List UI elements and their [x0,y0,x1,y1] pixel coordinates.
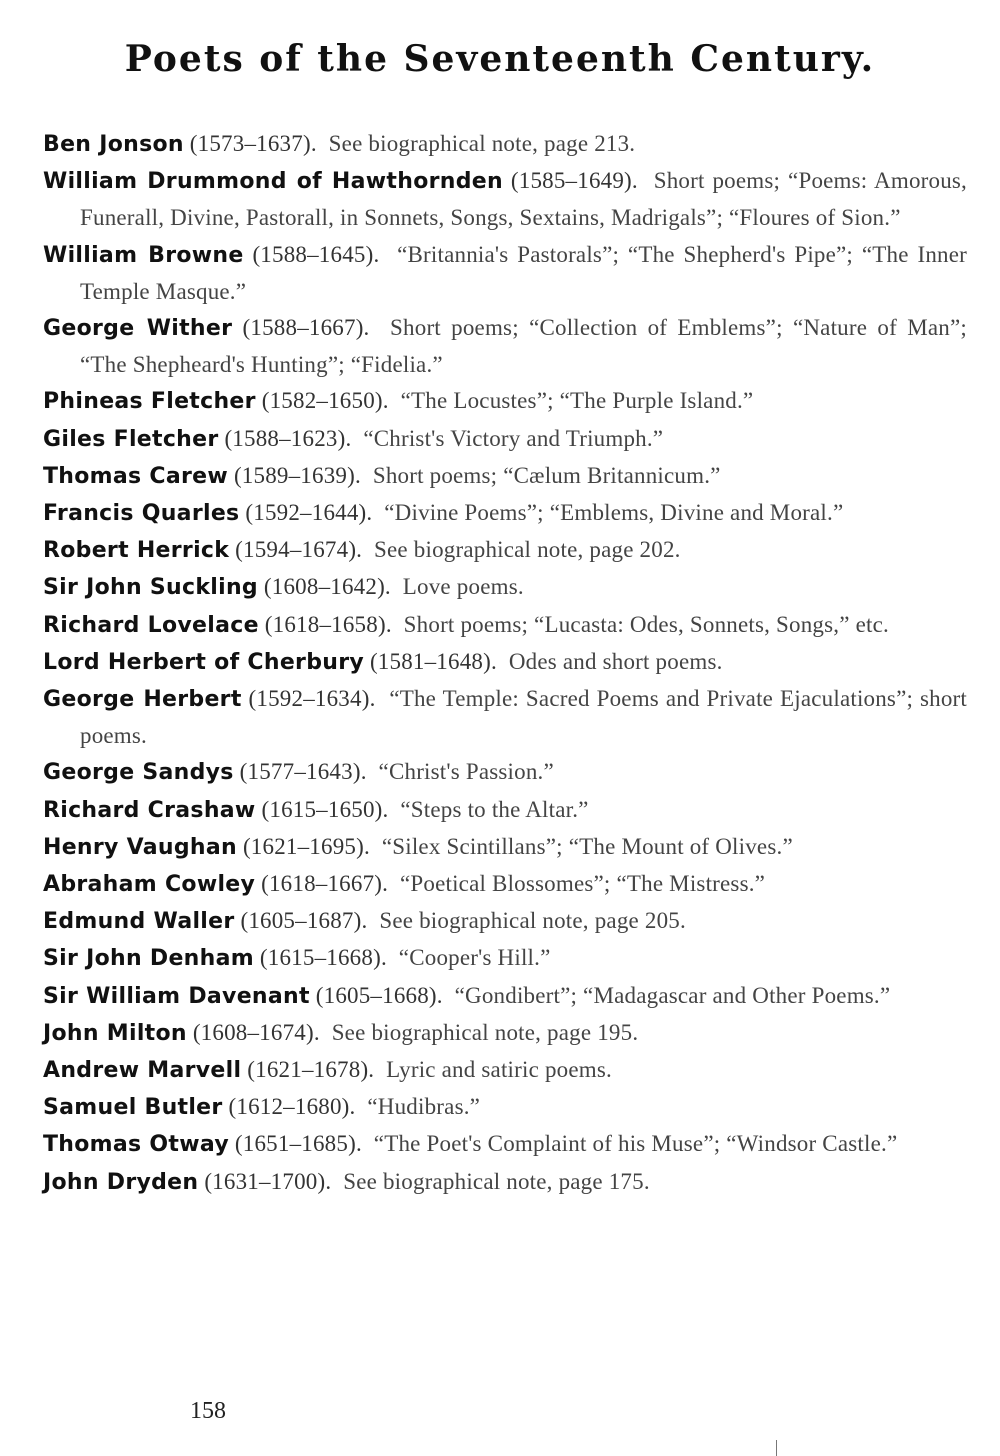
poet-dates: (1581–1648). [369,648,497,674]
poet-entry [43,1126,967,1163]
poet-dates: (1631–1700). [204,1168,332,1194]
poet-dates: (1615–1650). [261,796,389,822]
poet-entry [43,495,967,532]
poet-entry [43,754,967,791]
poet-name: Sir John Suckling [43,575,258,601]
poet-dates: (1592–1634). [248,686,376,712]
poet-entry [43,940,967,977]
poet-works: “Silex Scintillans”; “The Mount of Olives.” [381,833,793,859]
poet-name: William Browne [43,242,244,268]
poet-dates: (1618–1667). [261,871,389,897]
poet-name: John Dryden [43,1169,199,1195]
poet-works: Love poems. [402,574,524,600]
poet-entry [43,237,967,310]
poet-entry [43,866,967,903]
poet-name: William Drummond of Hawthornden [43,169,503,195]
poet-name: Richard Lovelace [43,612,259,638]
poet-name: Francis Quarles [43,501,240,527]
poet-dates: (1577–1643). [239,759,367,785]
poet-dates: (1612–1680). [228,1094,356,1120]
poet-entry [43,644,967,681]
scan-edge-mark [776,1440,777,1456]
poet-entry [43,1164,967,1201]
page-title: Poets of the Seventeenth Century. [124,38,876,80]
poet-name: George Herbert [43,687,242,713]
poet-entry [43,458,967,495]
poet-dates: (1588–1623). [224,425,352,451]
poet-works: Short poems; “Poems: Amorous, Funerall, Divine, Pastorall, in Sonnets, Songs, Sextains, Madrigals”; “Floures of Sion.” [80,168,968,231]
poet-works: See biographical note, page 202. [374,537,681,563]
poet-name: Richard Crashaw [43,797,256,823]
poet-entry [43,903,967,940]
poet-entry [43,569,967,606]
poet-works: Short poems; “Collection of Emblems”; “Nature of Man”; “The Shepheard's Hunting”; “Fidelia.” [80,315,967,378]
poet-name: Ben Jonson [43,132,184,157]
poet-name: Samuel Butler [43,1095,223,1121]
poet-list [43,126,967,1201]
poet-dates: (1608–1642). [263,574,391,600]
poet-entry [43,1089,967,1126]
poet-works: “Steps to the Altar.” [400,796,589,822]
poet-name: Giles Fletcher [43,426,219,452]
poet-entry [43,681,967,754]
poet-name: Abraham Cowley [43,872,256,898]
poet-works: Odes and short poems. [508,648,723,674]
poet-name: Robert Herrick [43,538,230,564]
poet-entry [43,421,967,458]
poet-dates: (1573–1637). [189,131,317,156]
poet-dates: (1605–1668). [315,982,443,1008]
poet-dates: (1621–1678). [247,1057,375,1083]
poet-works: “The Temple: Sacred Poems and Private Ejaculations”; short poems. [80,686,967,749]
poet-dates: (1588–1645). [252,241,380,267]
poet-works: See biographical note, page 213. [328,131,636,156]
poet-name: Thomas Otway [43,1132,229,1158]
poet-dates: (1588–1667). [242,315,370,341]
page-number: 158 [190,1398,226,1424]
poet-dates: (1589–1639). [233,462,361,488]
poet-dates: (1592–1644). [245,500,373,526]
poet-entry [43,126,967,163]
poet-dates: (1618–1658). [264,611,392,637]
poet-works: See biographical note, page 175. [343,1168,650,1194]
poet-works: Short poems; “Lucasta: Odes, Sonnets, Songs,” etc. [403,611,889,637]
poet-entry [43,1015,967,1052]
poet-entry [43,310,967,383]
poet-name: John Milton [43,1020,187,1046]
poet-dates: (1615–1668). [259,945,387,971]
poet-name: Henry Vaughan [43,834,237,860]
poet-name: George Sandys [43,760,234,786]
poet-works: “Cooper's Hill.” [398,945,551,971]
poet-dates: (1651–1685). [234,1131,362,1157]
poet-name: George Wither [43,316,233,342]
poet-works: See biographical note, page 205. [379,908,686,934]
poet-dates: (1585–1649). [510,168,638,194]
poet-works: “Divine Poems”; “Emblems, Divine and Moral.” [384,500,844,526]
poet-name: Phineas Fletcher [43,389,256,415]
poet-entry [43,829,967,866]
poet-name: Andrew Marvell [43,1058,242,1084]
poet-works: “Hudibras.” [367,1094,481,1120]
poet-name: Thomas Carew [43,463,228,489]
poet-entry [43,532,967,569]
poet-works: See biographical note, page 195. [331,1019,639,1045]
poet-dates: (1582–1650). [261,388,389,414]
poet-name: Edmund Waller [43,909,235,935]
poet-name: Sir John Denham [43,946,254,972]
poet-works: “Christ's Passion.” [378,759,554,785]
poet-dates: (1594–1674). [235,537,363,563]
poet-entry [43,607,967,644]
poet-works: Short poems; “Cælum Britannicum.” [372,462,721,488]
poet-name: Lord Herbert of Cherbury [43,649,364,675]
poet-dates: (1608–1674). [192,1019,320,1045]
poet-works: “Christ's Victory and Triumph.” [363,425,664,451]
poet-dates: (1605–1687). [240,908,368,934]
poet-entry [43,978,967,1015]
poet-entry [43,383,967,420]
poet-name: Sir William Davenant [43,983,310,1009]
poet-works: “The Locustes”; “The Purple Island.” [400,388,754,414]
poet-entry [43,792,967,829]
poet-works: “Gondibert”; “Madagascar and Other Poems.” [454,982,891,1008]
poet-dates: (1621–1695). [242,833,370,859]
poet-entry [43,1052,967,1089]
poet-works: “Britannia's Pastorals”; “The Shepherd's Pipe”; “The Inner Temple Masque.” [80,241,967,304]
poet-works: Lyric and satiric poems. [386,1057,612,1083]
poet-entry [43,163,967,236]
poet-works: “Poetical Blossomes”; “The Mistress.” [399,871,766,897]
poet-works: “The Poet's Complaint of his Muse”; “Windsor Castle.” [373,1131,898,1157]
